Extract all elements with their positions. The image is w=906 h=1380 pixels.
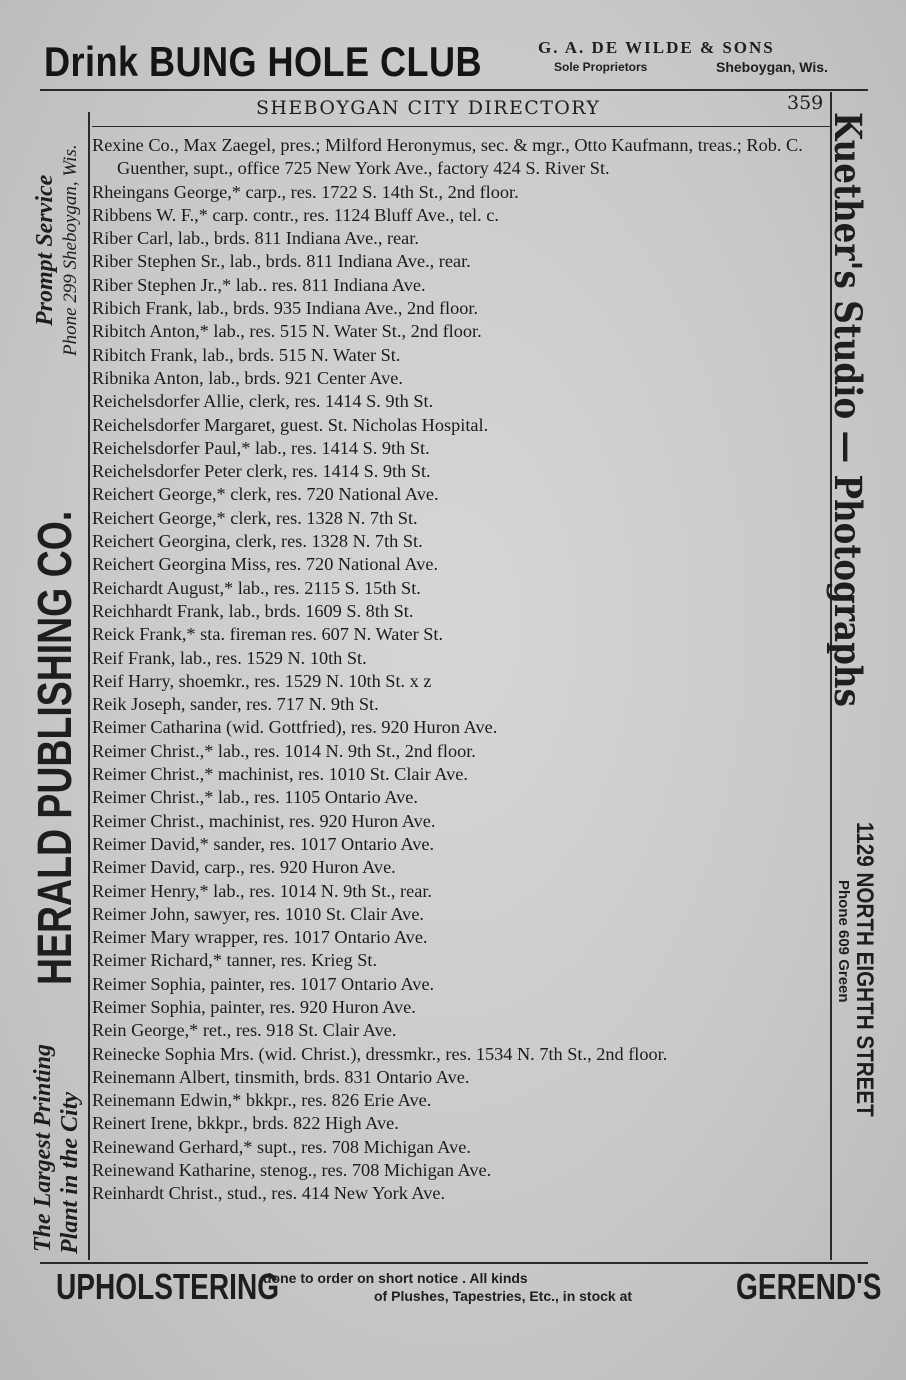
directory-entry: Reinewand Katharine, stenog., res. 708 Michigan Ave. (92, 1160, 492, 1181)
directory-entry: Reimer Henry,* lab., res. 1014 N. 9th St., rear. (92, 880, 432, 901)
header-rule (92, 126, 832, 127)
directory-entry: Reimer Sophia, painter, res. 1017 Ontario Ave. (92, 973, 435, 994)
directory-entry: Ribnika Anton, lab., brds. 921 Center Ave. (92, 367, 403, 388)
directory-entry: Reinecke Sophia Mrs. (wid. Christ.), dressmkr., res. 1534 N. 7th St., 2nd floor. (92, 1043, 668, 1064)
directory-entry: Reimer Sophia, painter, res. 920 Huron Ave. (92, 996, 416, 1017)
top-rule (40, 89, 868, 91)
directory-entry: Reimer David,* sander, res. 1017 Ontario Ave. (92, 833, 435, 854)
directory-entry: Rein George,* ret., res. 918 St. Clair Ave. (92, 1020, 397, 1041)
directory-entry: Reimer Christ.,* lab., res. 1105 Ontario Ave. (92, 787, 418, 808)
directory-entry: Riber Stephen Jr.,* lab.. res. 811 Indiana Ave. (92, 274, 426, 295)
directory-entry: Reick Frank,* sta. fireman res. 607 N. Water St. (92, 624, 444, 645)
directory-entry: Reimer Christ.,* machinist, res. 1010 St. Clair Ave. (92, 764, 468, 785)
directory-entry: Reimer Catharina (wid. Gottfried), res. 920 Huron Ave. (92, 717, 498, 738)
directory-entry: Reichert George,* clerk, res. 1328 N. 7th St. (92, 507, 418, 528)
largest-printing-text: The Largest Printing (30, 1043, 56, 1252)
directory-entry: Reinert Irene, bkkpr., brds. 822 High Ave. (92, 1113, 399, 1134)
directory-entry: Rheingans George,* carp., res. 1722 S. 14th St., 2nd floor. (92, 181, 519, 202)
directory-entry: Reichelsdorfer Margaret, guest. St. Nicholas Hospital. (92, 414, 489, 435)
directory-entry: Reichelsdorfer Allie, clerk, res. 1414 S. 9th St. (92, 391, 434, 412)
directory-entry: Reichhardt Frank, lab., brds. 1609 S. 8th St. (92, 600, 414, 621)
page-title: SHEBOYGAN CITY DIRECTORY (256, 97, 601, 119)
gerends-word: GEREND'S (736, 1266, 882, 1307)
directory-entry: Riber Carl, lab., brds. 811 Indiana Ave., rear. (92, 228, 419, 249)
herald-publishing-ad: HERALD PUBLISHING CO. (29, 510, 82, 985)
upholstering-line-2: of Plushes, Tapestries, Etc., in stock at (374, 1288, 633, 1304)
upholstering-line-1: done to order on short notice . All kinds (263, 1270, 528, 1286)
directory-entry: Ribbens W. F.,* carp. contr., res. 1124 Bluff Ave., tel. c. (92, 204, 499, 225)
top-advertisement (44, 38, 864, 86)
prompt-service-text: Prompt Service (32, 174, 58, 326)
directory-entry: Reichert Georgina, clerk, res. 1328 N. 7th St. (92, 531, 423, 552)
directory-entry: Reichert George,* clerk, res. 720 National Ave. (92, 484, 439, 505)
directory-entry: Reik Joseph, sander, res. 717 N. 9th St. (92, 694, 379, 715)
directory-entries (92, 134, 832, 1206)
directory-entry: Reimer John, sawyer, res. 1010 St. Clair Ave. (92, 903, 424, 924)
directory-entry: Reinemann Albert, tinsmith, brds. 831 Ontario Ave. (92, 1066, 470, 1087)
directory-entry: Ribitch Frank, lab., brds. 515 N. Water St. (92, 344, 401, 365)
directory-entry: Reif Harry, shoemkr., res. 1529 N. 10th St. x z (92, 670, 432, 691)
company-location: Sheboygan, Wis. (716, 59, 828, 75)
directory-entry: Reinemann Edwin,* bkkpr., res. 826 Erie Ave. (92, 1090, 432, 1111)
studio-phone: Phone 609 Green (835, 880, 852, 1003)
directory-entry: Reinewand Gerhard,* supt., res. 708 Michigan Ave. (92, 1136, 471, 1157)
directory-entry: Reimer Mary wrapper, res. 1017 Ontario Ave. (92, 927, 428, 948)
directory-entry: Rexine Co., Max Zaegel, pres.; Milford Heronymus, sec. & mgr., Otto Kaufmann, treas.; Rob. C. Guenther, supt., office 725 New York Ave., factory 424 S. River St. (92, 135, 803, 179)
directory-entry: Reichert Georgina Miss, res. 720 National Ave. (92, 554, 439, 575)
directory-entry: Reimer Christ., machinist, res. 920 Huron Ave. (92, 810, 436, 831)
directory-entry: Reichardt August,* lab., res. 2115 S. 15th St. (92, 577, 421, 598)
directory-entry: Ribich Frank, lab., brds. 935 Indiana Ave., 2nd floor. (92, 298, 479, 319)
directory-entry: Reimer David, carp., res. 920 Huron Ave. (92, 857, 396, 878)
company-name: G. A. DE WILDE & SONS (538, 38, 775, 57)
proprietors-label: Sole Proprietors (554, 60, 648, 74)
bottom-advertisement (56, 1266, 882, 1312)
directory-entry: Reinhardt Christ., stud., res. 414 New York Ave. (92, 1183, 446, 1204)
page-number: 359 (787, 92, 824, 114)
directory-entry: Riber Stephen Sr., lab., brds. 811 Indiana Ave., rear. (92, 251, 471, 272)
kuether-studio-ad: Kuether's Studio — Photographs (826, 112, 870, 707)
plant-in-city-text: Plant in the City (57, 1091, 83, 1254)
left-rule (88, 112, 90, 1260)
directory-entry: Reimer Christ.,* lab., res. 1014 N. 9th St., 2nd floor. (92, 740, 476, 761)
bottom-rule (40, 1262, 868, 1264)
directory-entry: Ribitch Anton,* lab., res. 515 N. Water St., 2nd floor. (92, 321, 482, 342)
upholstering-word: UPHOLSTERING (56, 1266, 280, 1307)
studio-address: 1129 NORTH EIGHTH STREET (851, 822, 878, 1117)
bung-hole-club-ad: Drink BUNG HOLE CLUB (44, 38, 483, 85)
herald-phone: Phone 299 Sheboygan, Wis. (60, 144, 81, 356)
directory-entry: Reichelsdorfer Peter clerk, res. 1414 S. 9th St. (92, 461, 431, 482)
directory-entry: Reif Frank, lab., res. 1529 N. 10th St. (92, 647, 367, 668)
directory-entry: Reichelsdorfer Paul,* lab., res. 1414 S. 9th St. (92, 437, 430, 458)
directory-entry: Reimer Richard,* tanner, res. Krieg St. (92, 950, 378, 971)
